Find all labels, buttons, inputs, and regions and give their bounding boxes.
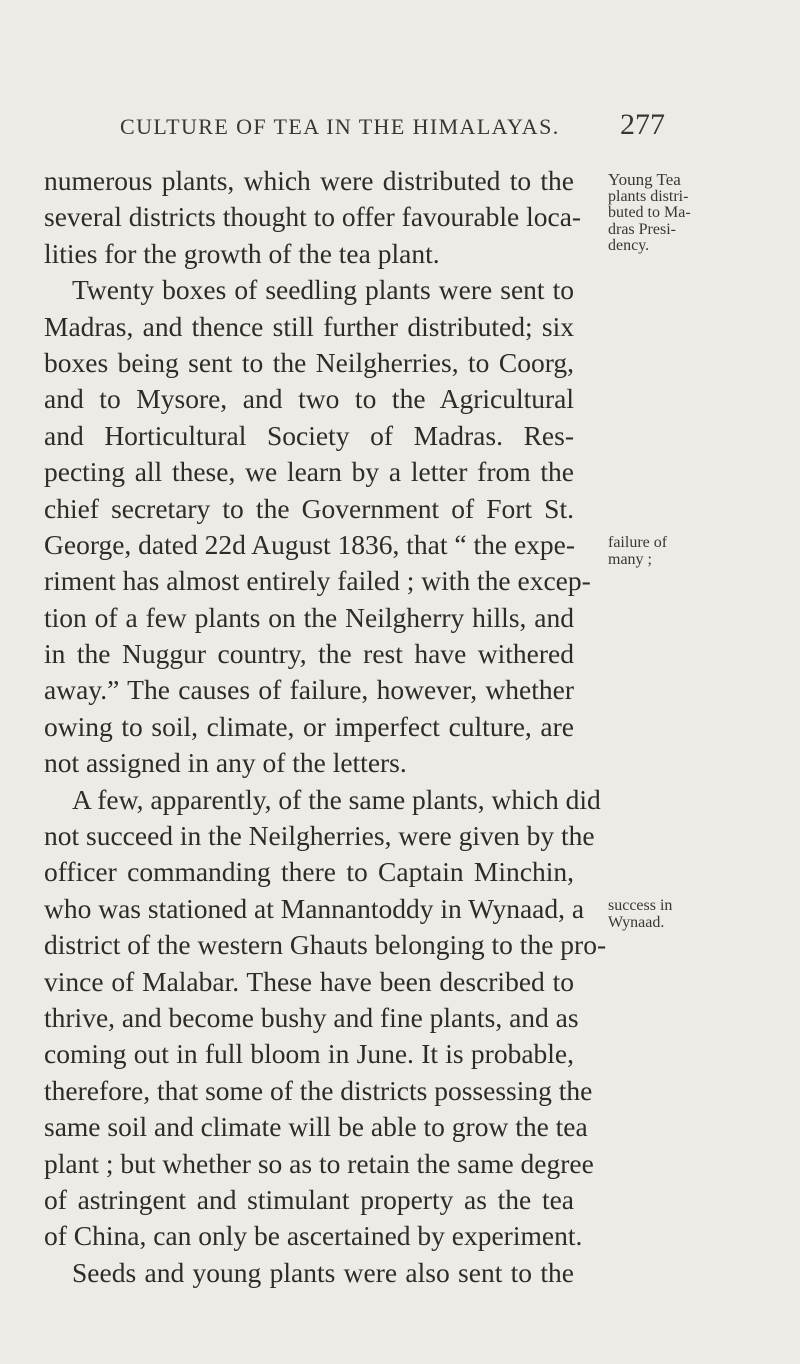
text-line: officer commanding there to Captain Minchin, xyxy=(44,856,574,888)
text-line: away.” The causes of failure, however, whether xyxy=(44,674,574,706)
text-line: thrive, and become bushy and fine plants, and as xyxy=(44,1001,579,1033)
text-line: Seeds and young plants were also sent to the xyxy=(72,1256,574,1288)
text-line: not assigned in any of the letters. xyxy=(44,747,407,779)
text-line: of astringent and stimulant property as the tea xyxy=(44,1183,574,1215)
margin-note-line: failure of xyxy=(608,534,668,551)
text-line: therefore, that some of the districts possessing the xyxy=(44,1074,593,1106)
margin-note-line: plants distri- xyxy=(608,187,689,205)
margin-note-success xyxy=(608,898,798,931)
margin-note-line: dras Presi- xyxy=(608,220,676,238)
text-line: not succeed in the Neilgherries, were given by the xyxy=(44,820,595,852)
text-line: A few, apparently, of the same plants, which did xyxy=(72,783,601,815)
margin-note-line: buted to Ma- xyxy=(608,204,691,221)
text-line: and to Mysore, and two to the Agricultural xyxy=(44,383,574,415)
text-line: pecting all these, we learn by a letter from the xyxy=(44,456,574,488)
text-line: and Horticultural Society of Madras. Res- xyxy=(44,419,574,451)
text-line: district of the western Ghauts belonging to the pro- xyxy=(44,929,607,961)
running-head-title: CULTURE OF TEA IN THE HIMALAYAS. xyxy=(120,114,560,139)
text-line: in the Nuggur country, the rest have withered xyxy=(44,638,574,670)
text-line: vince of Malabar. These have been described to xyxy=(44,965,574,997)
margin-note-young-tea xyxy=(608,172,798,255)
text-line: of China, can only be ascertained by experiment. xyxy=(44,1220,583,1252)
margin-note-line: dency. xyxy=(608,237,650,254)
text-line: plant ; but whether so as to retain the same degree xyxy=(44,1147,594,1179)
text-line: riment has almost entirely failed ; with the excep- xyxy=(44,565,591,597)
text-line: chief secretary to the Government of Fort St. xyxy=(44,492,574,524)
text-line: Madras, and thence still further distributed; six xyxy=(44,310,574,342)
text-line: several districts thought to offer favourable loca- xyxy=(44,201,582,233)
text-line: coming out in full bloom in June. It is probable, xyxy=(44,1038,574,1070)
margin-note-line: success in xyxy=(608,897,673,914)
text-line: boxes being sent to the Neilgherries, to Coorg, xyxy=(44,346,574,378)
margin-note-line: Wynaad. xyxy=(608,913,665,931)
text-line: tion of a few plants on the Neilgherry hills, and xyxy=(44,601,574,633)
text-line: owing to soil, climate, or imperfect culture, are xyxy=(44,710,574,742)
text-line: numerous plants, which were distributed to the xyxy=(44,165,574,196)
margin-note-line: many ; xyxy=(608,550,652,568)
text-line: Twenty boxes of seedling plants were sent to xyxy=(72,274,574,306)
body-text xyxy=(44,163,607,1291)
text-line: George, dated 22d August 1836, that “ the expe- xyxy=(44,528,576,560)
margin-note-failure xyxy=(608,535,798,568)
page-number: 277 xyxy=(620,108,665,141)
margin-note-line: Young Tea xyxy=(608,170,681,189)
running-head xyxy=(120,108,770,144)
text-line: who was stationed at Mannantoddy in Wynaad, a xyxy=(44,892,585,924)
text-line: lities for the growth of the tea plant. xyxy=(44,237,440,269)
text-line: same soil and climate will be able to grow the tea xyxy=(44,1111,588,1143)
